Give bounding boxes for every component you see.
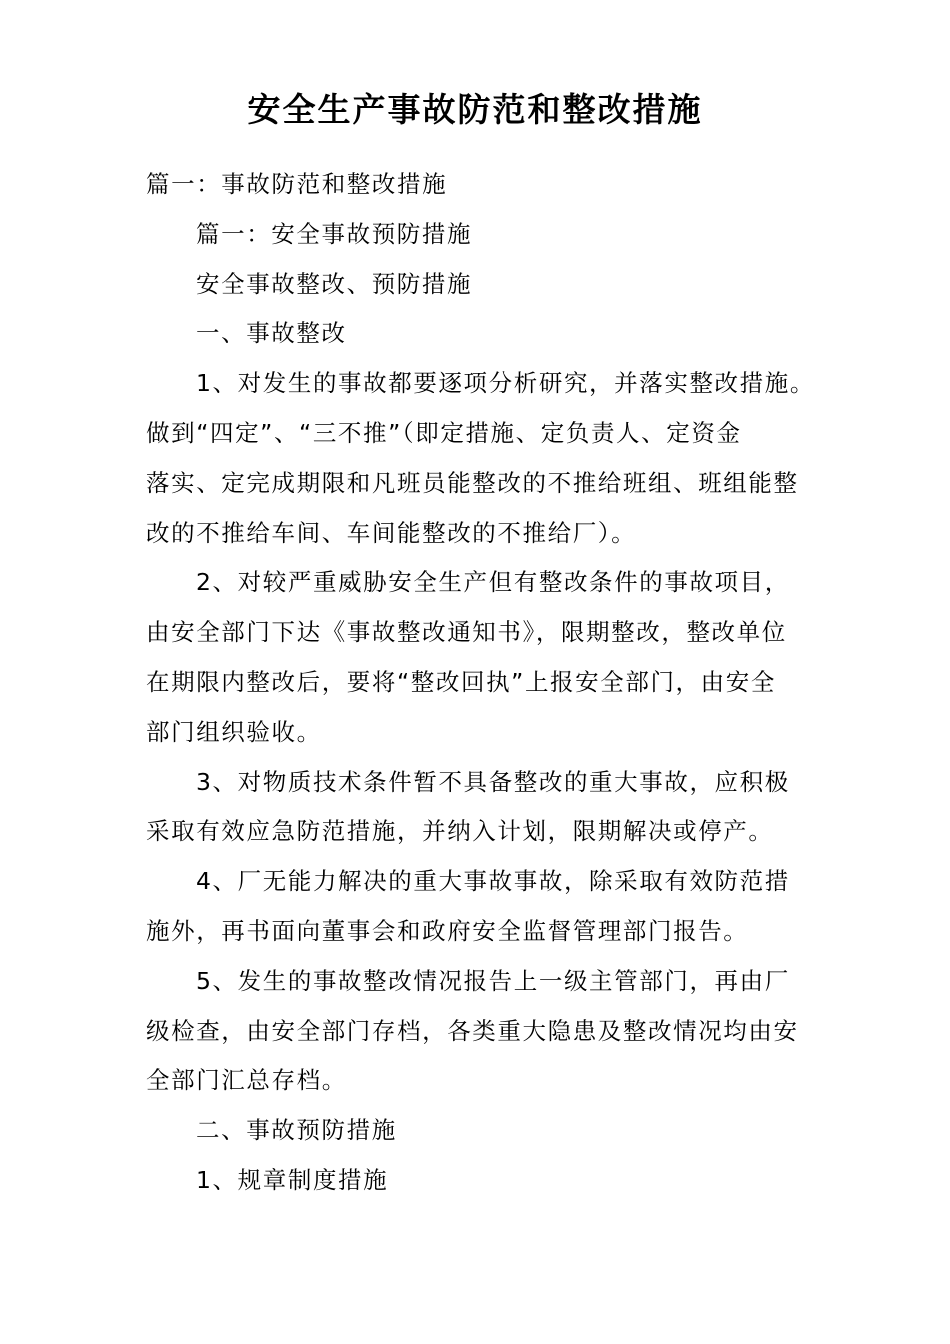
paragraph-line: 部门组织验收。 bbox=[146, 717, 322, 746]
paragraph-line: 5、发生的事故整改情况报告上一级主管部门，再由厂 bbox=[196, 966, 790, 995]
paragraph-line: 改的不推给车间、车间能整改的不推给厂）。 bbox=[146, 518, 637, 547]
paragraph-line: 采取有效应急防范措施，并纳入计划，限期解决或停产。 bbox=[146, 817, 774, 846]
paragraph-line: 级检查，由安全部门存档，各类重大隐患及整改情况均由安 bbox=[146, 1016, 799, 1045]
paragraph-line: 在期限内整改后，要将“整改回执”上报安全部门，由安全 bbox=[146, 667, 776, 696]
document-body bbox=[146, 160, 814, 1206]
paragraph-line: 做到“四定”、“三不推”（即定措施、定负责人、定资金 bbox=[146, 418, 742, 447]
document-title: 安全生产事故防范和整改措施 bbox=[247, 90, 703, 129]
paragraph-line: 3、对物质技术条件暂不具备整改的重大事故，应积极 bbox=[196, 767, 790, 796]
paragraph-line: 4、厂无能力解决的重大事故事故，除采取有效防范措 bbox=[196, 867, 790, 896]
part-heading: 一、事故整改 bbox=[196, 319, 347, 348]
subsection-heading: 安全事故整改、预防措施 bbox=[196, 269, 473, 298]
subpart-heading: 1、规章制度措施 bbox=[196, 1165, 389, 1194]
paragraph-line: 施外，再书面向董事会和政府安全监督管理部门报告。 bbox=[146, 916, 749, 945]
paragraph-line: 2、对较严重威胁安全生产但有整改条件的事故项目， bbox=[196, 568, 790, 597]
paragraph-line: 1、对发生的事故都要逐项分析研究，并落实整改措施。 bbox=[196, 369, 815, 398]
part-heading: 二、事故预防措施 bbox=[196, 1116, 397, 1145]
paragraph-line: 由安全部门下达《事故整改通知书》，限期整改，整改单位 bbox=[146, 618, 787, 647]
paragraph-line: 全部门汇总存档。 bbox=[146, 1066, 347, 1095]
subsection-heading: 篇一：安全事故预防措施 bbox=[196, 219, 473, 248]
paragraph-line: 落实、定完成期限和凡班员能整改的不推给班组、班组能整 bbox=[146, 468, 799, 497]
section-heading: 篇一：事故防范和整改措施 bbox=[146, 170, 448, 198]
